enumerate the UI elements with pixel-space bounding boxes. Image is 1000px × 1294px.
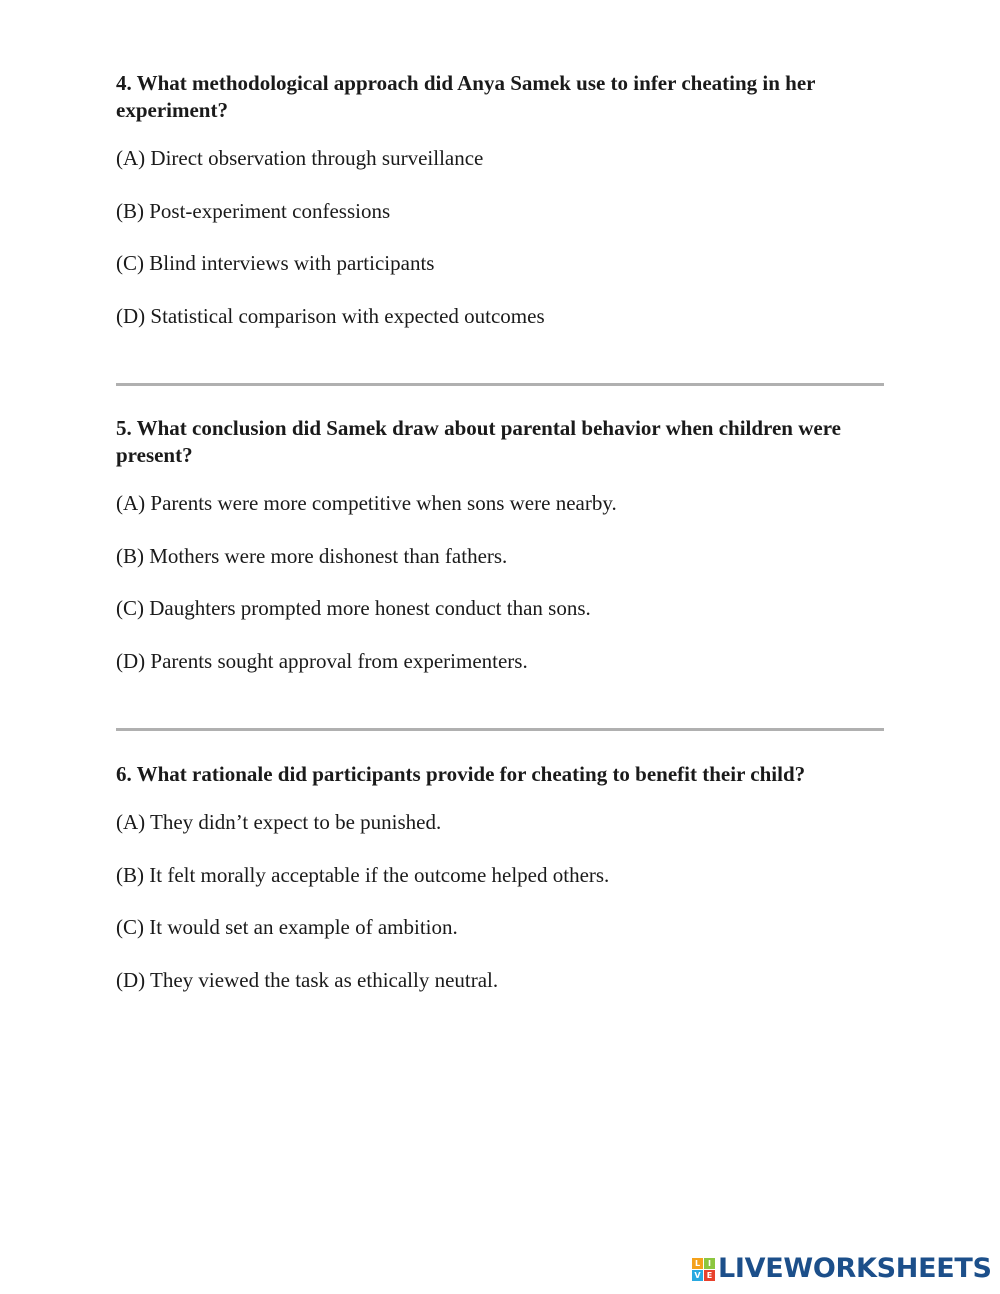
answer-option-5c[interactable]: (C) Daughters prompted more honest conduct than sons.	[116, 596, 591, 621]
question-text-5: 5. What conclusion did Samek draw about parental behavior when children were present?	[116, 416, 841, 467]
answer-option-6d[interactable]: (D) They viewed the task as ethically neutral.	[116, 967, 499, 992]
logo-tile: E	[704, 1270, 715, 1281]
answer-option-5d[interactable]: (D) Parents sought approval from experimenters.	[116, 648, 528, 673]
logo-tile: V	[692, 1270, 703, 1281]
logo-wordmark: LIVEWORKSHEETS	[718, 1253, 992, 1284]
answer-option-5b[interactable]: (B) Mothers were more dishonest than fathers.	[116, 543, 508, 568]
answer-option-5a[interactable]: (A) Parents were more competitive when sons were nearby.	[116, 491, 617, 515]
answer-option-6a[interactable]: (A) They didn’t expect to be punished.	[116, 810, 442, 834]
question-text-4: 4. What methodological approach did Anya Samek use to infer cheating in her experiment?	[116, 71, 816, 122]
liveworksheets-logo[interactable]	[692, 1255, 992, 1283]
answer-option-6b[interactable]: (B) It felt morally acceptable if the outcome helped others.	[116, 862, 610, 887]
answer-option-6c[interactable]: (C) It would set an example of ambition.	[116, 915, 458, 940]
answer-option-4c[interactable]: (C) Blind interviews with participants	[116, 251, 435, 276]
logo-tile: I	[704, 1258, 715, 1269]
answer-option-4b[interactable]: (B) Post-experiment confessions	[116, 198, 391, 223]
question-block-6	[116, 761, 886, 994]
question-block-4	[116, 70, 886, 330]
answer-option-4d[interactable]: (D) Statistical comparison with expected outcomes	[116, 303, 545, 328]
question-text-6: 6. What rationale did participants provide for cheating to benefit their child?	[116, 762, 806, 786]
liveworksheets-logo-icon	[692, 1258, 715, 1281]
section-divider	[116, 383, 884, 386]
section-divider	[116, 728, 884, 731]
question-block-5	[116, 415, 886, 675]
answer-option-4a[interactable]: (A) Direct observation through surveillance	[116, 146, 484, 170]
logo-tile: L	[692, 1258, 703, 1269]
